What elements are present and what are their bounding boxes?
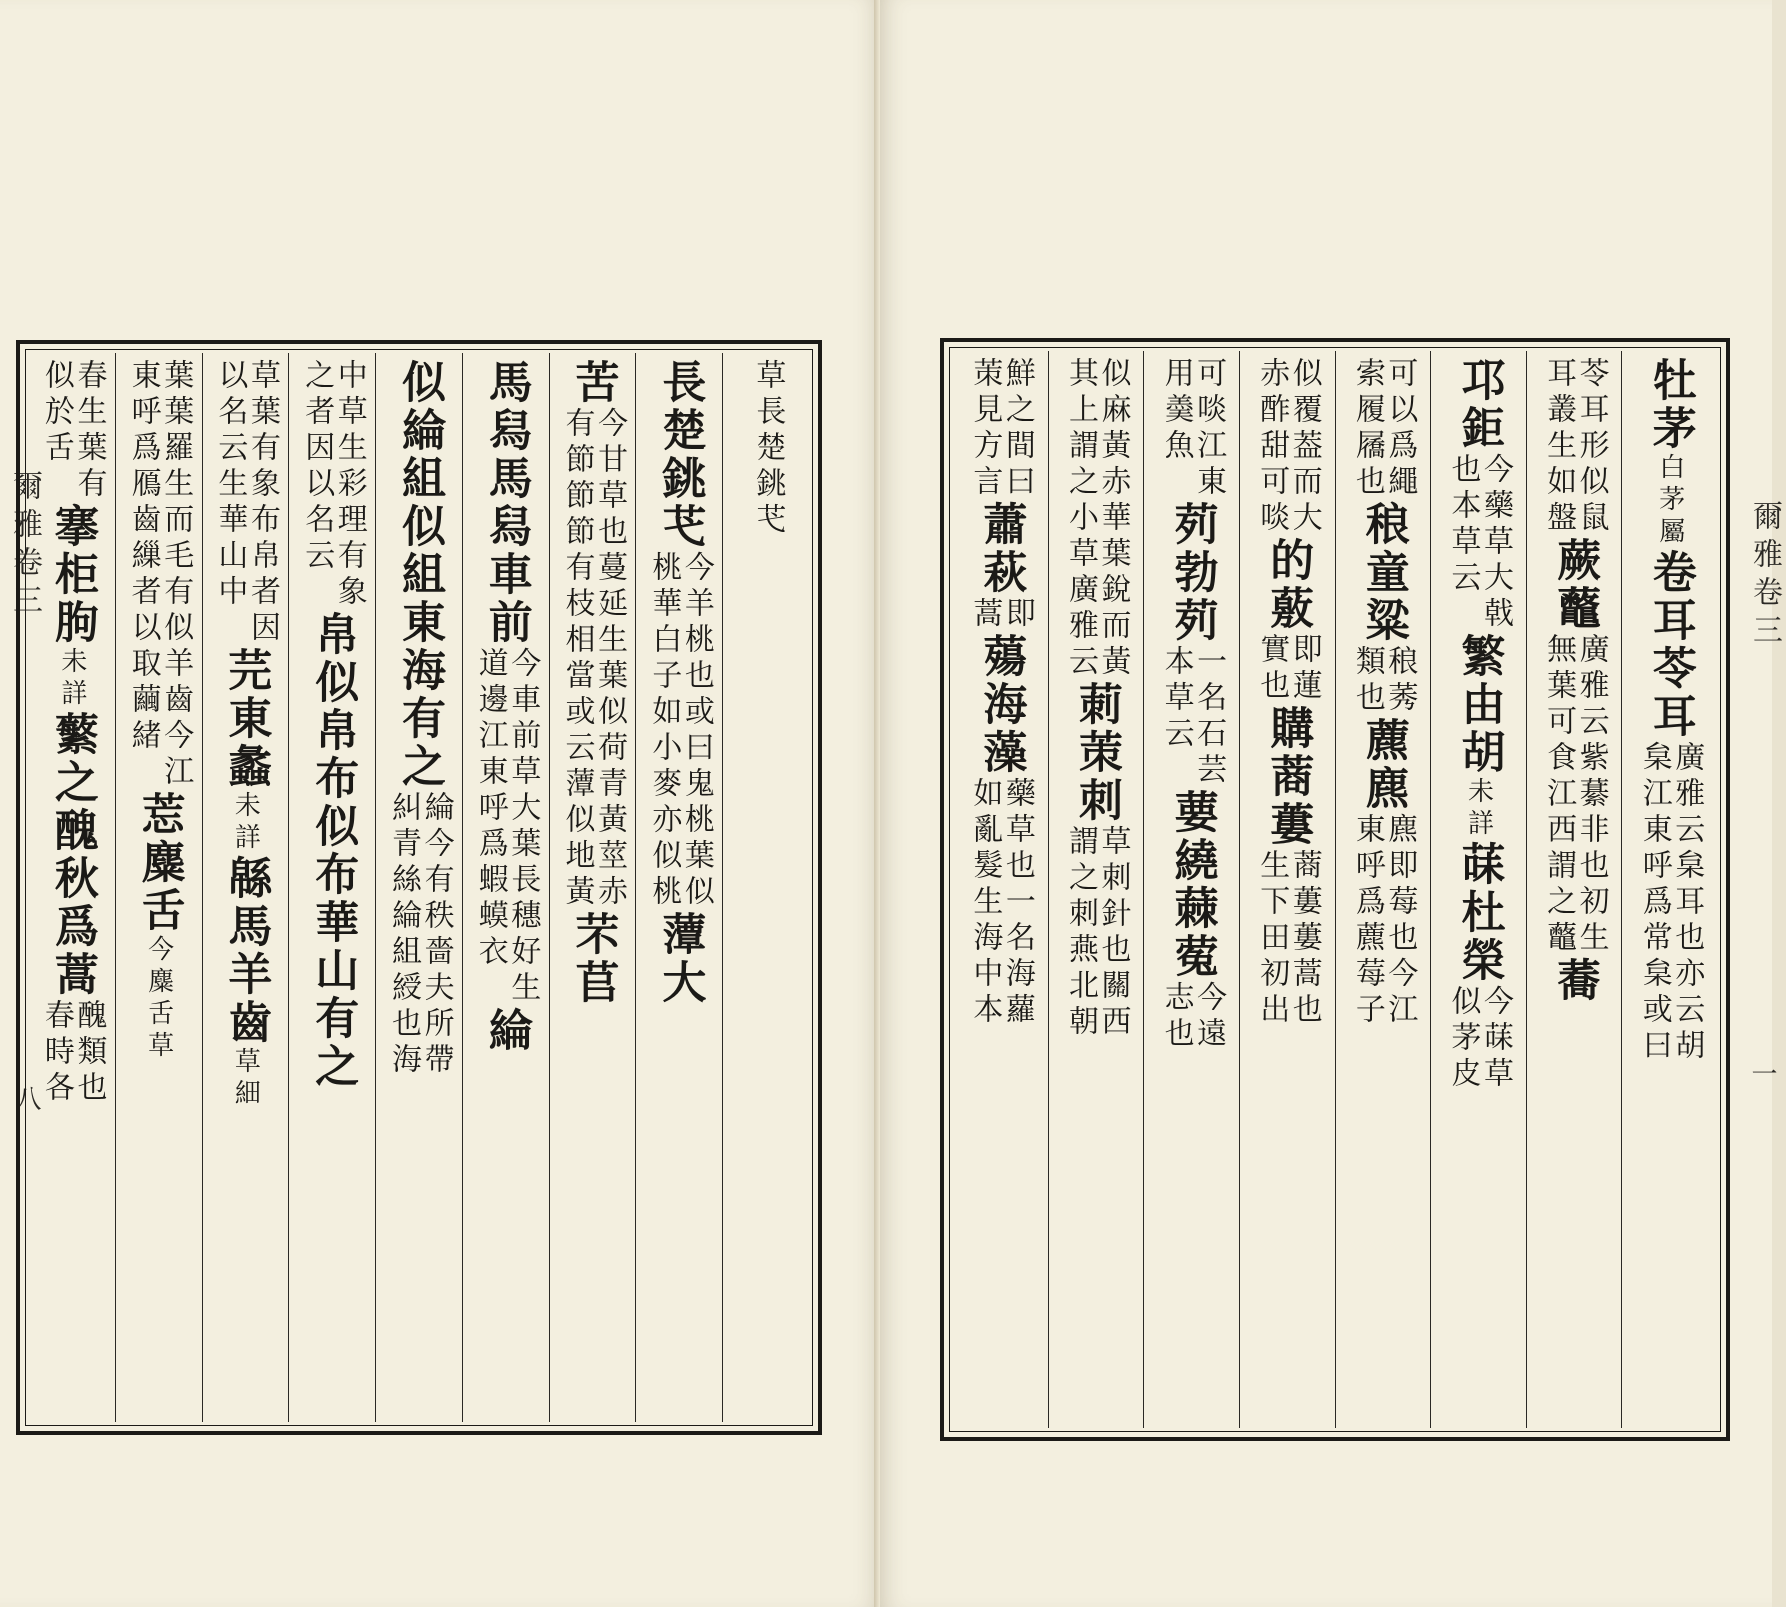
annotation-line: 稂莠 (1382, 645, 1418, 717)
annotation-pair (1445, 985, 1514, 1093)
main-text: 蕎 (1549, 957, 1601, 1005)
annotation-pair (1445, 453, 1514, 633)
small-annotation: 未詳 (56, 647, 87, 711)
text-column (375, 353, 462, 1422)
left-folio: 八 (11, 1085, 41, 1111)
annotation-line: 草葉有象布帛者因 (245, 359, 281, 647)
annotation-pair (1062, 825, 1131, 1041)
main-text: 藨麃 (1357, 717, 1409, 813)
annotation-line: 道邊江東呼爲蝦蟆衣 (472, 647, 508, 971)
text-column (202, 353, 289, 1422)
annotation-line: 之者因以名云 (299, 359, 335, 575)
annotation-line: 索履屩也 (1349, 357, 1385, 501)
text-column (1526, 351, 1622, 1428)
annotation-line: 鮮之間曰 (999, 357, 1035, 501)
annotation-line: 中草生彩理有象 (331, 359, 367, 611)
right-page (880, 0, 1782, 1607)
main-text: 綸 (480, 1007, 532, 1055)
text-column (1048, 351, 1144, 1428)
annotation-line: 似於舌 (38, 359, 74, 467)
annotation-line: 春生葉有 (71, 359, 107, 503)
annotation-line: 本草云 (1158, 645, 1194, 753)
annotation-line: 草刺針也關西 (1095, 825, 1131, 1041)
annotation-pair (212, 359, 281, 647)
main-text: 茢勃茢 (1166, 501, 1218, 645)
annotation-pair (1158, 981, 1227, 1053)
annotation-line: 今羊桃也或曰鬼桃葉似 (678, 551, 714, 911)
left-columns (29, 353, 809, 1422)
annotation-pair (967, 777, 1035, 1029)
main-text: 搴柜朐 (46, 503, 98, 647)
main-text: 芣苢 (567, 911, 619, 1007)
annotation-line: 其上謂之小草廣雅云 (1062, 357, 1098, 681)
annotation-line: 以名云生華山中 (212, 359, 248, 611)
main-text: 莿 (1070, 681, 1122, 729)
annotation-pair (1254, 357, 1322, 537)
annotation-line: 葉葉羅生而毛有似羊齒今江 (158, 359, 194, 791)
annotation-line: 似茅皮 (1445, 985, 1481, 1093)
main-text: 繁由胡 (1453, 633, 1505, 777)
annotation-line: 苓耳形似鼠 (1573, 357, 1609, 537)
annotation-pair (967, 597, 1035, 633)
annotation-line: 桃華白子如小麥亦似桃 (646, 551, 682, 911)
annotation-pair (1349, 813, 1418, 1029)
annotation-line: 有節節節有枝相當或云藫似地黃 (559, 407, 595, 911)
annotation-line: 類也 (1349, 645, 1385, 717)
left-page (0, 0, 880, 1607)
annotation-pair (1254, 633, 1322, 705)
text-column (1621, 351, 1717, 1428)
main-text: 茦刺 (1070, 729, 1122, 825)
annotation-line: 枲江東呼爲常枲或曰 (1636, 741, 1672, 1065)
annotation-pair (559, 407, 628, 911)
annotation-pair (38, 359, 107, 503)
text-column (722, 353, 809, 1422)
main-text: 緜馬羊齒 (220, 855, 272, 1047)
main-text: 卷耳苓耳 (1644, 549, 1696, 741)
annotation-pair (1158, 357, 1227, 501)
annotation-line: 生下田初出 (1254, 849, 1290, 1029)
main-text: 的薂 (1262, 537, 1314, 633)
annotation-line: 耳叢生如盤 (1541, 357, 1577, 537)
text-column (1335, 351, 1431, 1428)
annotation-line: 綸今有秩嗇夫所帶 (418, 791, 454, 1079)
annotation-pair (1158, 645, 1227, 789)
text-column (549, 353, 636, 1422)
annotation-line: 一名石芸 (1191, 645, 1227, 789)
main-text: 稂童粱 (1357, 501, 1409, 645)
small-annotation: 草細 (230, 1047, 261, 1111)
annotation-pair (1349, 645, 1418, 717)
main-text: 帛似帛布似布華山有之 (307, 611, 359, 1091)
annotation-line: 春時各 (38, 999, 74, 1107)
annotation-pair (967, 357, 1035, 501)
annotation-line: 今甘草也蔓延生葉似荷青黃莖赤 (592, 407, 628, 911)
main-text: 菋杜榮 (1453, 841, 1505, 985)
annotation-pair (125, 359, 194, 791)
annotation-pair (1062, 357, 1131, 681)
small-annotation: 今麋舌草 (143, 935, 174, 1063)
annotation-line: 赤酢甜可啖 (1254, 357, 1290, 537)
right-edge-label: 爾雅卷三 (1747, 500, 1782, 652)
main-text: 葽繞蕀蒬 (1166, 789, 1218, 981)
main-text: 苦 (567, 359, 619, 407)
annotation-line: 無葉可食江西謂之虌 (1541, 633, 1577, 957)
annotation-line: 志也 (1158, 981, 1194, 1053)
main-text: 馬舄馬舄車前 (480, 359, 532, 647)
annotation-line: 也本草云 (1445, 453, 1481, 597)
annotation-pair (385, 791, 454, 1079)
text-column (1430, 351, 1526, 1428)
annotation-pair (1636, 741, 1705, 1065)
text-column (953, 351, 1048, 1428)
annotation-line: 草長楚銚芅 (750, 359, 786, 539)
annotation-line: 實也 (1254, 633, 1290, 705)
annotation-line: 似麻黃赤華葉銳而黃 (1095, 357, 1131, 681)
annotation-line: 用羮魚 (1158, 357, 1194, 465)
right-text-frame (940, 338, 1730, 1441)
annotation-line: 麃即莓也今江 (1382, 813, 1418, 1029)
annotation-pair (1254, 849, 1322, 1029)
main-text: 藫大 (654, 911, 706, 1007)
annotation-pair (299, 359, 367, 611)
text-column (462, 353, 549, 1422)
annotation-line: 如亂髮生海中本 (967, 777, 1003, 1029)
main-text: 長楚銚芅 (654, 359, 706, 551)
annotation-line: 廣雅云紫藄非也初生 (1573, 633, 1609, 957)
left-text-frame (16, 340, 822, 1435)
main-text: 購蔏蔞 (1262, 705, 1314, 849)
text-column (1143, 351, 1239, 1428)
annotation-line: 可啖江東 (1191, 357, 1227, 501)
main-text: 邛鉅 (1453, 357, 1505, 453)
annotation-pair (750, 359, 786, 539)
text-column (288, 353, 375, 1422)
annotation-line: 廣雅云枲耳也亦云胡 (1669, 741, 1705, 1065)
main-text: 蘩之醜秋爲蒿 (46, 711, 98, 999)
annotation-pair (1541, 633, 1609, 957)
annotation-pair (472, 647, 541, 1007)
main-text: 芫東蠡 (220, 647, 272, 791)
annotation-line: 蒿 (967, 597, 1003, 633)
annotation-pair (1349, 357, 1418, 501)
right-columns (953, 351, 1717, 1428)
main-text: 似綸組似組東海有之 (393, 359, 445, 791)
main-text: 薚海藻 (975, 633, 1027, 777)
annotation-line: 即蓮 (1286, 633, 1322, 705)
annotation-line: 糾青絲綸組綬也海 (385, 791, 421, 1079)
main-text: 蕭萩 (975, 501, 1027, 597)
main-text: 蕨虌 (1549, 537, 1601, 633)
annotation-line: 茦見方言 (967, 357, 1003, 501)
text-column (635, 353, 722, 1422)
annotation-line: 可以爲繩 (1382, 357, 1418, 501)
annotation-line: 東呼爲鴈齒繅者以取繭緒 (125, 359, 161, 755)
text-column (29, 353, 115, 1422)
small-annotation: 白茅屬 (1654, 453, 1685, 549)
main-text: 莣麋舌 (133, 791, 185, 935)
annotation-line: 即 (999, 597, 1035, 633)
annotation-pair (1541, 357, 1609, 537)
main-text: 牡茅 (1644, 357, 1696, 453)
right-folio: 一 (1747, 1060, 1777, 1086)
small-annotation: 未詳 (1463, 777, 1494, 841)
text-column (115, 353, 202, 1422)
annotation-line: 醜類也 (71, 999, 107, 1107)
text-column (1239, 351, 1335, 1428)
small-annotation: 未詳 (230, 791, 261, 855)
annotation-pair (38, 999, 107, 1107)
annotation-pair (646, 551, 714, 911)
annotation-line: 藥草也一名海蘿 (999, 777, 1035, 1029)
left-edge-label: 爾雅卷三 (7, 470, 42, 622)
annotation-line: 今遠 (1191, 981, 1227, 1053)
annotation-line: 今菋草 (1478, 985, 1514, 1093)
annotation-line: 今車前草大葉長穗好生 (505, 647, 541, 1007)
annotation-line: 東呼爲藨莓子 (1349, 813, 1385, 1029)
annotation-line: 謂之刺燕北朝 (1062, 825, 1098, 1041)
annotation-line: 今藥草大戟 (1478, 453, 1514, 633)
annotation-line: 蔏蔞蔞蒿也 (1286, 849, 1322, 1029)
annotation-line: 似覆葢而大 (1286, 357, 1322, 537)
